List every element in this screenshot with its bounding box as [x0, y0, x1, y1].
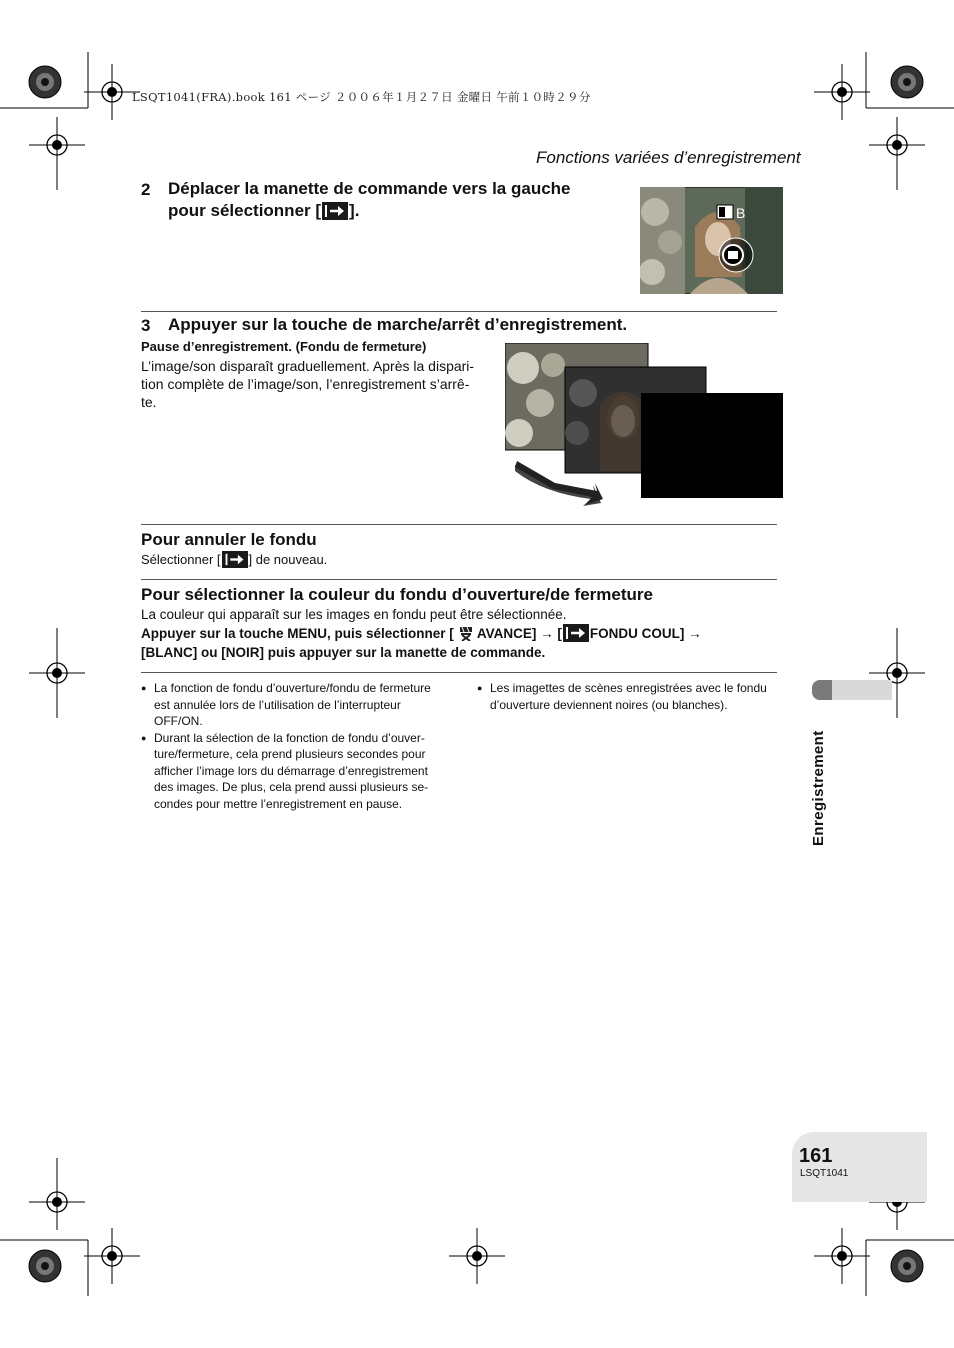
step-2-line2 [168, 200, 618, 222]
step-2-number: 2 [141, 180, 151, 199]
note-line: ● Durant la sélection de la fonction de fondu d’ouver- [154, 730, 425, 745]
note-item [141, 730, 471, 813]
note-line: afficher l’image lors du démarrage d’enregistrement [154, 763, 428, 778]
svg-text:B: B [736, 205, 746, 221]
step-3-body-line: te. [141, 394, 157, 410]
cancel-fade-title: Pour annuler le fondu [141, 530, 317, 549]
fade-icon [322, 202, 348, 220]
instructions-advanced: AVANCE] → [ [473, 626, 562, 641]
step-2-line2-post: ]. [349, 201, 360, 220]
note-line: OFF/ON. [154, 714, 203, 728]
section-label: Enregistrement [810, 730, 827, 846]
page-number: 161 [799, 1145, 833, 1167]
note-line: ● La fonction de fondu d’ouverture/fondu de fermeture [154, 681, 431, 695]
step-3-number: 3 [141, 316, 151, 335]
divider [141, 524, 777, 525]
note-line: ture/fermeture, cela prend plusieurs secondes pour [154, 747, 426, 761]
note-line: des images. De plus, cela prend aussi plusieurs se- [154, 780, 429, 794]
notes-left [141, 680, 471, 812]
note-line: est annulée lors de l’utilisation de l’interrupteur [154, 697, 401, 712]
step-2-text [168, 178, 618, 222]
fade-icon [222, 551, 248, 568]
fade-color-instructions [141, 624, 702, 662]
cancel-fade-text [141, 551, 327, 569]
step-3-text: Appuyer sur la touche de marche/arrêt d’enregistrement. [168, 315, 628, 334]
note-line: condes pour mettre l’enregistrement en pause. [154, 796, 403, 811]
divider [141, 311, 777, 312]
step-3-body-line: tion complète de l’image/son, l’enregistrement s’arrê- [141, 376, 470, 392]
step-3-subtitle: Pause d’enregistrement. (Fondu de fermeture) [141, 339, 427, 354]
instructions-line2: [BLANC] ou [NOIR] puis appuyer sur la manette de commande. [141, 645, 546, 660]
fade-color-intro: La couleur qui apparaît sur les images en fondu peut être sélectionnée. [141, 607, 567, 622]
fade-icon [563, 624, 589, 642]
fade-color-title: Pour sélectionner la couleur du fondu d’ouverture/de fermeture [141, 585, 653, 604]
lcd-preview-image [640, 187, 783, 294]
note-item [141, 680, 471, 730]
advanced-menu-icon [458, 625, 474, 641]
notes-right [477, 680, 797, 713]
note-item [477, 680, 797, 713]
print-header: LSQT1041(FRA).book 161 ページ ２００６年１月２７日 金曜日 午前１０時２９分 [132, 90, 591, 104]
step-3-body [141, 357, 501, 411]
cancel-text-pre: Sélectionner [ [141, 552, 221, 567]
instructions-fade-color: FONDU COUL] → [589, 626, 702, 641]
note-line: d’ouverture deviennent noires (ou blanches). [490, 697, 728, 712]
cancel-text-post: ] de nouveau. [248, 552, 328, 567]
document-code: LSQT1041 [800, 1168, 849, 1179]
instructions-pre: Appuyer sur la touche MENU, puis sélectionner [ [141, 626, 454, 641]
fade-sequence-illustration [505, 343, 785, 509]
running-title: Fonctions variées d’enregistrement [536, 148, 801, 167]
step-2-line2-pre: pour sélectionner [ [168, 201, 322, 220]
step-3-body-line: L’image/son disparaît graduellement. Après la dispari- [141, 358, 475, 374]
instructions-line1 [141, 624, 702, 643]
divider [141, 672, 777, 673]
divider [141, 579, 777, 580]
step-2-line1: Déplacer la manette de commande vers la gauche [168, 179, 571, 198]
note-line: ● Les imagettes de scènes enregistrées avec le fondu [490, 681, 767, 695]
section-tab-marker [812, 680, 832, 700]
